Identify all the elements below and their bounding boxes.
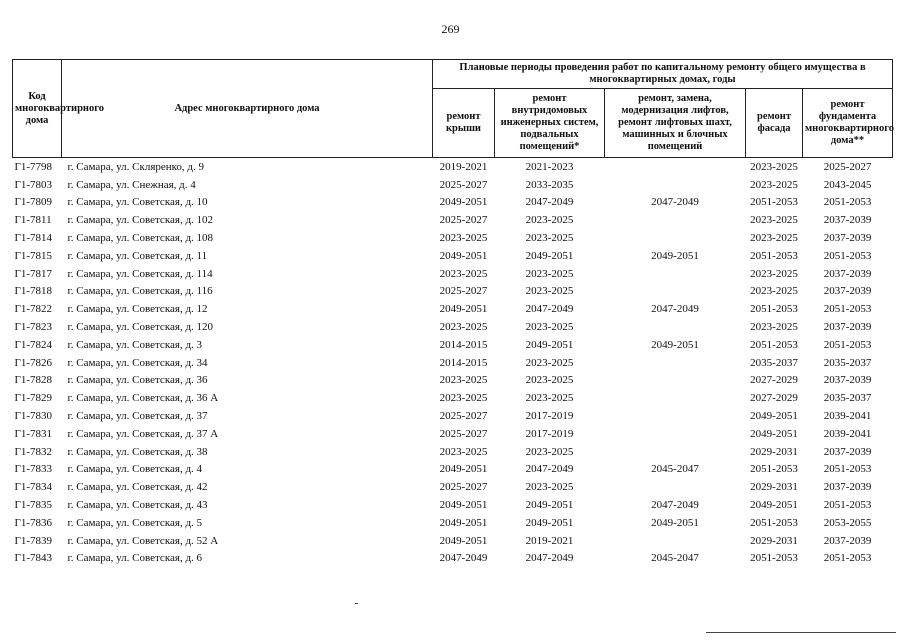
table-row <box>13 443 893 461</box>
row-foundation-period: 2037-2039 <box>823 534 872 547</box>
row-address: г. Самара, ул. Снежная, д. 4 <box>67 178 196 191</box>
row-facade-period: 2051-2053 <box>750 303 798 316</box>
capital-repair-table <box>12 59 893 567</box>
scan-artifact-line <box>706 632 896 633</box>
table-row <box>13 229 893 247</box>
row-lift-period <box>605 407 746 425</box>
row-address: г. Самара, ул. Советская, д. 114 <box>67 267 213 280</box>
row-roof-period: 2025-2027 <box>439 427 488 440</box>
row-address: г. Самара, ул. Советская, д. 116 <box>67 285 213 298</box>
table-row <box>13 194 893 212</box>
row-roof-period: 2025-2027 <box>439 285 488 298</box>
row-engineering-period: 2047-2049 <box>525 552 574 565</box>
row-foundation-period: 2037-2039 <box>823 481 872 494</box>
row-lift-period <box>605 354 746 372</box>
row-code: Г1-7814 <box>14 232 53 245</box>
table-row <box>13 247 893 265</box>
row-engineering-period: 2017-2019 <box>525 410 574 423</box>
row-code: Г1-7843 <box>14 552 53 565</box>
row-address: г. Самара, ул. Советская, д. 36 А <box>67 392 219 405</box>
row-address: г. Самара, ул. Советская, д. 4 <box>67 463 203 476</box>
row-code: Г1-7803 <box>14 178 53 191</box>
row-lift-period: 2047-2049 <box>651 303 699 316</box>
row-address: г. Самара, ул. Советская, д. 38 <box>67 445 208 458</box>
row-code: Г1-7829 <box>14 392 53 405</box>
table-row <box>13 158 893 176</box>
table-row <box>13 478 893 496</box>
row-code: Г1-7836 <box>14 516 53 529</box>
row-lift-period: 2047-2049 <box>651 499 699 512</box>
row-roof-period: 2049-2051 <box>439 196 488 209</box>
row-code: Г1-7818 <box>14 285 53 298</box>
row-facade-period: 2023-2025 <box>750 321 798 334</box>
row-lift-period: 2049-2051 <box>651 516 699 529</box>
row-facade-period: 2051-2053 <box>750 552 798 565</box>
row-code: Г1-7839 <box>14 534 53 547</box>
row-lift-period <box>605 318 746 336</box>
row-foundation-period: 2037-2039 <box>823 267 872 280</box>
row-address: г. Самара, ул. Советская, д. 6 <box>67 552 203 565</box>
row-foundation-period: 2053-2055 <box>823 516 872 529</box>
header-code: Код многоквартирного дома <box>13 60 62 158</box>
row-roof-period: 2049-2051 <box>439 516 488 529</box>
row-roof-period: 2049-2051 <box>439 499 488 512</box>
row-address: г. Самара, ул. Советская, д. 3 <box>67 338 203 351</box>
row-foundation-period: 2025-2027 <box>823 160 872 173</box>
row-engineering-period: 2023-2025 <box>525 214 574 227</box>
row-code: Г1-7823 <box>14 321 53 334</box>
row-foundation-period: 2051-2053 <box>823 303 872 316</box>
row-facade-period: 2051-2053 <box>750 196 798 209</box>
row-facade-period: 2051-2053 <box>750 249 798 262</box>
row-roof-period: 2023-2025 <box>439 321 488 334</box>
row-address: г. Самара, ул. Советская, д. 42 <box>67 481 208 494</box>
row-code: Г1-7835 <box>14 499 53 512</box>
row-engineering-period: 2019-2021 <box>525 534 574 547</box>
row-foundation-period: 2037-2039 <box>823 445 872 458</box>
row-code: Г1-7822 <box>14 303 53 316</box>
row-foundation-period: 2037-2039 <box>823 321 872 334</box>
row-engineering-period: 2023-2025 <box>525 267 574 280</box>
row-facade-period: 2029-2031 <box>750 445 798 458</box>
row-code: Г1-7811 <box>14 214 52 227</box>
row-engineering-period: 2047-2049 <box>525 196 574 209</box>
row-facade-period: 2029-2031 <box>750 481 798 494</box>
row-foundation-period: 2035-2037 <box>823 392 872 405</box>
row-code: Г1-7815 <box>14 249 53 262</box>
row-engineering-period: 2049-2051 <box>525 338 574 351</box>
row-roof-period: 2023-2025 <box>439 232 488 245</box>
row-roof-period: 2019-2021 <box>439 160 488 173</box>
table-row <box>13 300 893 318</box>
row-lift-period: 2045-2047 <box>651 552 699 565</box>
row-roof-period: 2025-2027 <box>439 178 488 191</box>
row-code: Г1-7826 <box>14 356 53 369</box>
row-engineering-period: 2023-2025 <box>525 232 574 245</box>
row-foundation-period: 2051-2053 <box>823 338 872 351</box>
row-address: г. Самара, ул. Советская, д. 10 <box>67 196 208 209</box>
row-facade-period: 2023-2025 <box>750 285 798 298</box>
row-foundation-period: 2039-2041 <box>823 427 872 440</box>
row-code: Г1-7832 <box>14 445 53 458</box>
row-lift-period <box>605 532 746 550</box>
row-roof-period: 2047-2049 <box>439 552 488 565</box>
table-row <box>13 407 893 425</box>
row-roof-period: 2025-2027 <box>439 481 488 494</box>
header-engineering: ремонт внутридомовых инженерных систем, подвальных помещений* <box>495 89 605 158</box>
table-row <box>13 532 893 550</box>
row-code: Г1-7830 <box>14 410 53 423</box>
row-facade-period: 2049-2051 <box>750 427 798 440</box>
row-engineering-period: 2023-2025 <box>525 481 574 494</box>
row-foundation-period: 2039-2041 <box>823 410 872 423</box>
row-engineering-period: 2049-2051 <box>525 499 574 512</box>
row-facade-period: 2049-2051 <box>750 410 798 423</box>
header-lifts: ремонт, замена, модернизация лифтов, ремонт лифтовых шахт, машинных и блочных помещений <box>605 89 746 158</box>
header-address: Адрес многоквартирного дома <box>62 60 433 158</box>
row-lift-period <box>605 211 746 229</box>
row-roof-period: 2049-2051 <box>439 463 488 476</box>
page-number: 269 <box>441 22 460 36</box>
row-address: г. Самара, ул. Советская, д. 108 <box>67 232 214 245</box>
row-engineering-period: 2023-2025 <box>525 356 574 369</box>
row-facade-period: 2023-2025 <box>750 214 798 227</box>
row-engineering-period: 2047-2049 <box>525 463 574 476</box>
row-facade-period: 2051-2053 <box>750 463 798 476</box>
row-roof-period: 2014-2015 <box>439 338 488 351</box>
row-code: Г1-7809 <box>14 196 53 209</box>
row-lift-period <box>605 265 746 283</box>
row-address: г. Самара, ул. Советская, д. 102 <box>67 214 214 227</box>
row-foundation-period: 2035-2037 <box>823 356 872 369</box>
row-engineering-period: 2049-2051 <box>525 249 574 262</box>
row-facade-period: 2051-2053 <box>750 516 798 529</box>
row-foundation-period: 2043-2045 <box>823 178 872 191</box>
row-roof-period: 2025-2027 <box>439 214 488 227</box>
table-row <box>13 265 893 283</box>
row-roof-period: 2025-2027 <box>439 410 488 423</box>
table-row <box>13 354 893 372</box>
row-facade-period: 2049-2051 <box>750 499 798 512</box>
row-facade-period: 2023-2025 <box>750 232 798 245</box>
row-address: г. Самара, ул. Советская, д. 37 А <box>67 427 219 440</box>
table-row <box>13 283 893 301</box>
row-address: г. Самара, ул. Советская, д. 12 <box>67 303 208 316</box>
row-lift-period: 2045-2047 <box>651 463 699 476</box>
row-facade-period: 2023-2025 <box>750 160 798 173</box>
row-lift-period <box>605 478 746 496</box>
row-engineering-period: 2023-2025 <box>525 285 574 298</box>
row-foundation-period: 2037-2039 <box>823 232 872 245</box>
row-roof-period: 2023-2025 <box>439 374 488 387</box>
table-row <box>13 389 893 407</box>
row-lift-period <box>605 176 746 194</box>
row-code: Г1-7833 <box>14 463 53 476</box>
row-address: г. Самара, ул. Советская, д. 43 <box>67 499 208 512</box>
row-engineering-period: 2021-2023 <box>525 160 574 173</box>
table-row <box>13 176 893 194</box>
row-lift-period: 2049-2051 <box>651 338 699 351</box>
row-foundation-period: 2037-2039 <box>823 285 872 298</box>
row-foundation-period: 2051-2053 <box>823 196 872 209</box>
row-foundation-period: 2051-2053 <box>823 463 872 476</box>
row-facade-period: 2027-2029 <box>750 374 798 387</box>
row-engineering-period: 2023-2025 <box>525 374 574 387</box>
row-engineering-period: 2023-2025 <box>525 321 574 334</box>
row-foundation-period: 2037-2039 <box>823 214 872 227</box>
row-facade-period: 2027-2029 <box>750 392 798 405</box>
row-lift-period: 2047-2049 <box>651 196 699 209</box>
row-lift-period <box>605 425 746 443</box>
row-facade-period: 2035-2037 <box>750 356 798 369</box>
table-row <box>13 514 893 532</box>
row-code: Г1-7824 <box>14 338 53 351</box>
row-foundation-period: 2051-2053 <box>823 249 872 262</box>
row-code: Г1-7834 <box>14 481 53 494</box>
row-engineering-period: 2017-2019 <box>525 427 574 440</box>
table-row <box>13 211 893 229</box>
row-roof-period: 2049-2051 <box>439 303 488 316</box>
row-facade-period: 2023-2025 <box>750 178 798 191</box>
header-roof: ремонт крыши <box>433 89 495 158</box>
row-roof-period: 2023-2025 <box>439 267 488 280</box>
row-address: г. Самара, ул. Советская, д. 11 <box>67 249 208 262</box>
table-row <box>13 425 893 443</box>
row-lift-period: 2049-2051 <box>651 249 699 262</box>
row-facade-period: 2023-2025 <box>750 267 798 280</box>
row-address: г. Самара, ул. Советская, д. 34 <box>67 356 208 369</box>
row-code: Г1-7817 <box>14 267 53 280</box>
row-address: г. Самара, ул. Советская, д. 37 <box>67 410 208 423</box>
header-facade: ремонт фасада <box>746 89 803 158</box>
row-address: г. Самара, ул. Советская, д. 120 <box>67 321 214 334</box>
row-code: Г1-7798 <box>14 160 53 173</box>
row-code: Г1-7828 <box>14 374 53 387</box>
row-lift-period <box>605 229 746 247</box>
row-foundation-period: 2051-2053 <box>823 552 872 565</box>
row-roof-period: 2014-2015 <box>439 356 488 369</box>
row-address: г. Самара, ул. Советская, д. 36 <box>67 374 208 387</box>
table-row <box>13 318 893 336</box>
row-engineering-period: 2049-2051 <box>525 516 574 529</box>
row-address: г. Самара, ул. Советская, д. 52 А <box>67 534 219 547</box>
header-periods-group: Плановые периоды проведения работ по капитальному ремонту общего имущества в многоквартирных домах, годы <box>433 60 893 89</box>
scan-artifact-dot <box>355 603 358 604</box>
table-row <box>13 372 893 390</box>
row-engineering-period: 2047-2049 <box>525 303 574 316</box>
row-roof-period: 2049-2051 <box>439 249 488 262</box>
row-engineering-period: 2023-2025 <box>525 445 574 458</box>
row-lift-period <box>605 283 746 301</box>
row-foundation-period: 2051-2053 <box>823 499 872 512</box>
row-foundation-period: 2037-2039 <box>823 374 872 387</box>
table-row <box>13 550 893 568</box>
row-engineering-period: 2033-2035 <box>525 178 574 191</box>
row-roof-period: 2023-2025 <box>439 392 488 405</box>
row-facade-period: 2051-2053 <box>750 338 798 351</box>
row-address: г. Самара, ул. Советская, д. 5 <box>67 516 203 529</box>
row-lift-period <box>605 158 746 176</box>
row-engineering-period: 2023-2025 <box>525 392 574 405</box>
row-lift-period <box>605 372 746 390</box>
row-roof-period: 2023-2025 <box>439 445 488 458</box>
table-row <box>13 336 893 354</box>
header-foundation: ремонт фундамента многоквартирного дома** <box>803 89 893 158</box>
row-lift-period <box>605 389 746 407</box>
row-code: Г1-7831 <box>14 427 53 440</box>
table-row <box>13 496 893 514</box>
row-address: г. Самара, ул. Скляренко, д. 9 <box>67 160 205 173</box>
row-lift-period <box>605 443 746 461</box>
table-row <box>13 461 893 479</box>
table-body <box>13 158 893 568</box>
row-facade-period: 2029-2031 <box>750 534 798 547</box>
row-roof-period: 2049-2051 <box>439 534 488 547</box>
